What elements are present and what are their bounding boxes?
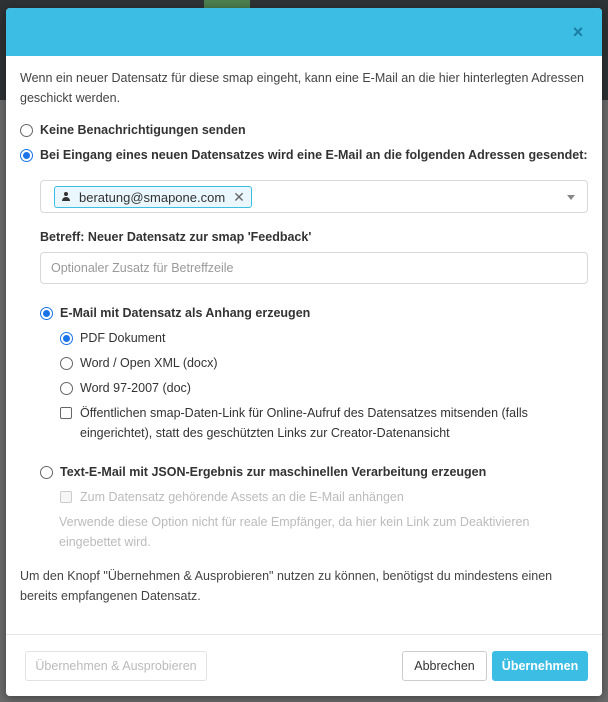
public-link-checkbox[interactable] bbox=[60, 407, 72, 419]
option-attachment[interactable] bbox=[40, 306, 310, 320]
cancel-button[interactable]: Abbrechen bbox=[402, 651, 487, 681]
format-pdf[interactable] bbox=[60, 331, 165, 345]
radio-no-notifications[interactable] bbox=[20, 124, 33, 137]
subject-input[interactable] bbox=[40, 252, 588, 284]
radio-format-pdf[interactable] bbox=[60, 332, 73, 345]
remove-tag-icon[interactable]: ✕ bbox=[233, 189, 245, 205]
option-attachment-label: E-Mail mit Datensatz als Anhang erzeugen bbox=[60, 306, 311, 320]
apply-and-try-button[interactable]: Übernehmen & Ausprobieren bbox=[25, 651, 207, 681]
chevron-down-icon[interactable] bbox=[567, 195, 575, 200]
json-email-note: Verwende diese Option nicht für reale Empfänger, da hier kein Link zum Deaktivieren eingebettet wird. bbox=[59, 515, 530, 549]
format-docx[interactable] bbox=[60, 356, 218, 370]
assets-checkbox[interactable] bbox=[60, 491, 72, 503]
radio-on-new-record[interactable] bbox=[20, 149, 33, 162]
option-json-email-label: Text-E-Mail mit JSON-Ergebnis zur maschinellen Verarbeitung erzeugen bbox=[60, 465, 487, 479]
subject-label: Betreff: Neuer Datensatz zur smap 'Feedback' bbox=[40, 230, 312, 244]
option-on-new-record[interactable] bbox=[20, 148, 588, 162]
radio-json-email[interactable] bbox=[40, 466, 53, 479]
apply-button[interactable]: Übernehmen bbox=[492, 651, 588, 681]
dialog-body bbox=[6, 56, 602, 108]
public-link-label: Öffentlichen smap-Daten-Link für Online-Aufruf des Datensatzes mitsenden (falls eingerichtet), statt des geschützten Links zur Creator-Datenansicht bbox=[80, 406, 528, 440]
assets-label: Zum Datensatz gehörende Assets an die E-Mail anhängen bbox=[80, 490, 404, 504]
dialog-footer bbox=[6, 634, 602, 696]
radio-format-docx[interactable] bbox=[60, 357, 73, 370]
format-doc-label: Word 97-2007 (doc) bbox=[80, 381, 191, 395]
format-pdf-label: PDF Dokument bbox=[80, 331, 166, 345]
format-doc[interactable] bbox=[60, 381, 191, 395]
public-link-option[interactable] bbox=[60, 403, 550, 443]
option-json-email[interactable] bbox=[40, 465, 486, 479]
radio-attachment[interactable] bbox=[40, 307, 53, 320]
format-docx-label: Word / Open XML (docx) bbox=[80, 356, 218, 370]
try-hint: Um den Knopf "Übernehmen & Ausprobieren" nutzen zu können, benötigst du mindestens einen bereits empfangenen Datensatz. bbox=[20, 569, 553, 603]
radio-format-doc[interactable] bbox=[60, 382, 73, 395]
option-on-new-record-label: Bei Eingang eines neuen Datensatzes wird eine E-Mail an die folgenden Adressen gesendet: bbox=[40, 148, 588, 162]
option-no-notifications-label: Keine Benachrichtigungen senden bbox=[40, 123, 246, 137]
dialog-header bbox=[6, 8, 602, 56]
assets-option[interactable] bbox=[60, 490, 404, 504]
recipient-email: beratung@smapone.com bbox=[79, 189, 226, 205]
recipients-select[interactable] bbox=[40, 180, 588, 213]
intro-text: Wenn ein neuer Datensatz für diese smap eingeht, kann eine E-Mail an die hier hinterlegten Adressen geschickt werden. bbox=[20, 71, 585, 105]
option-no-notifications[interactable] bbox=[20, 123, 246, 137]
close-icon[interactable]: × bbox=[572, 22, 584, 42]
notification-dialog bbox=[6, 8, 602, 696]
user-icon bbox=[61, 192, 71, 202]
recipient-tag bbox=[54, 186, 252, 208]
